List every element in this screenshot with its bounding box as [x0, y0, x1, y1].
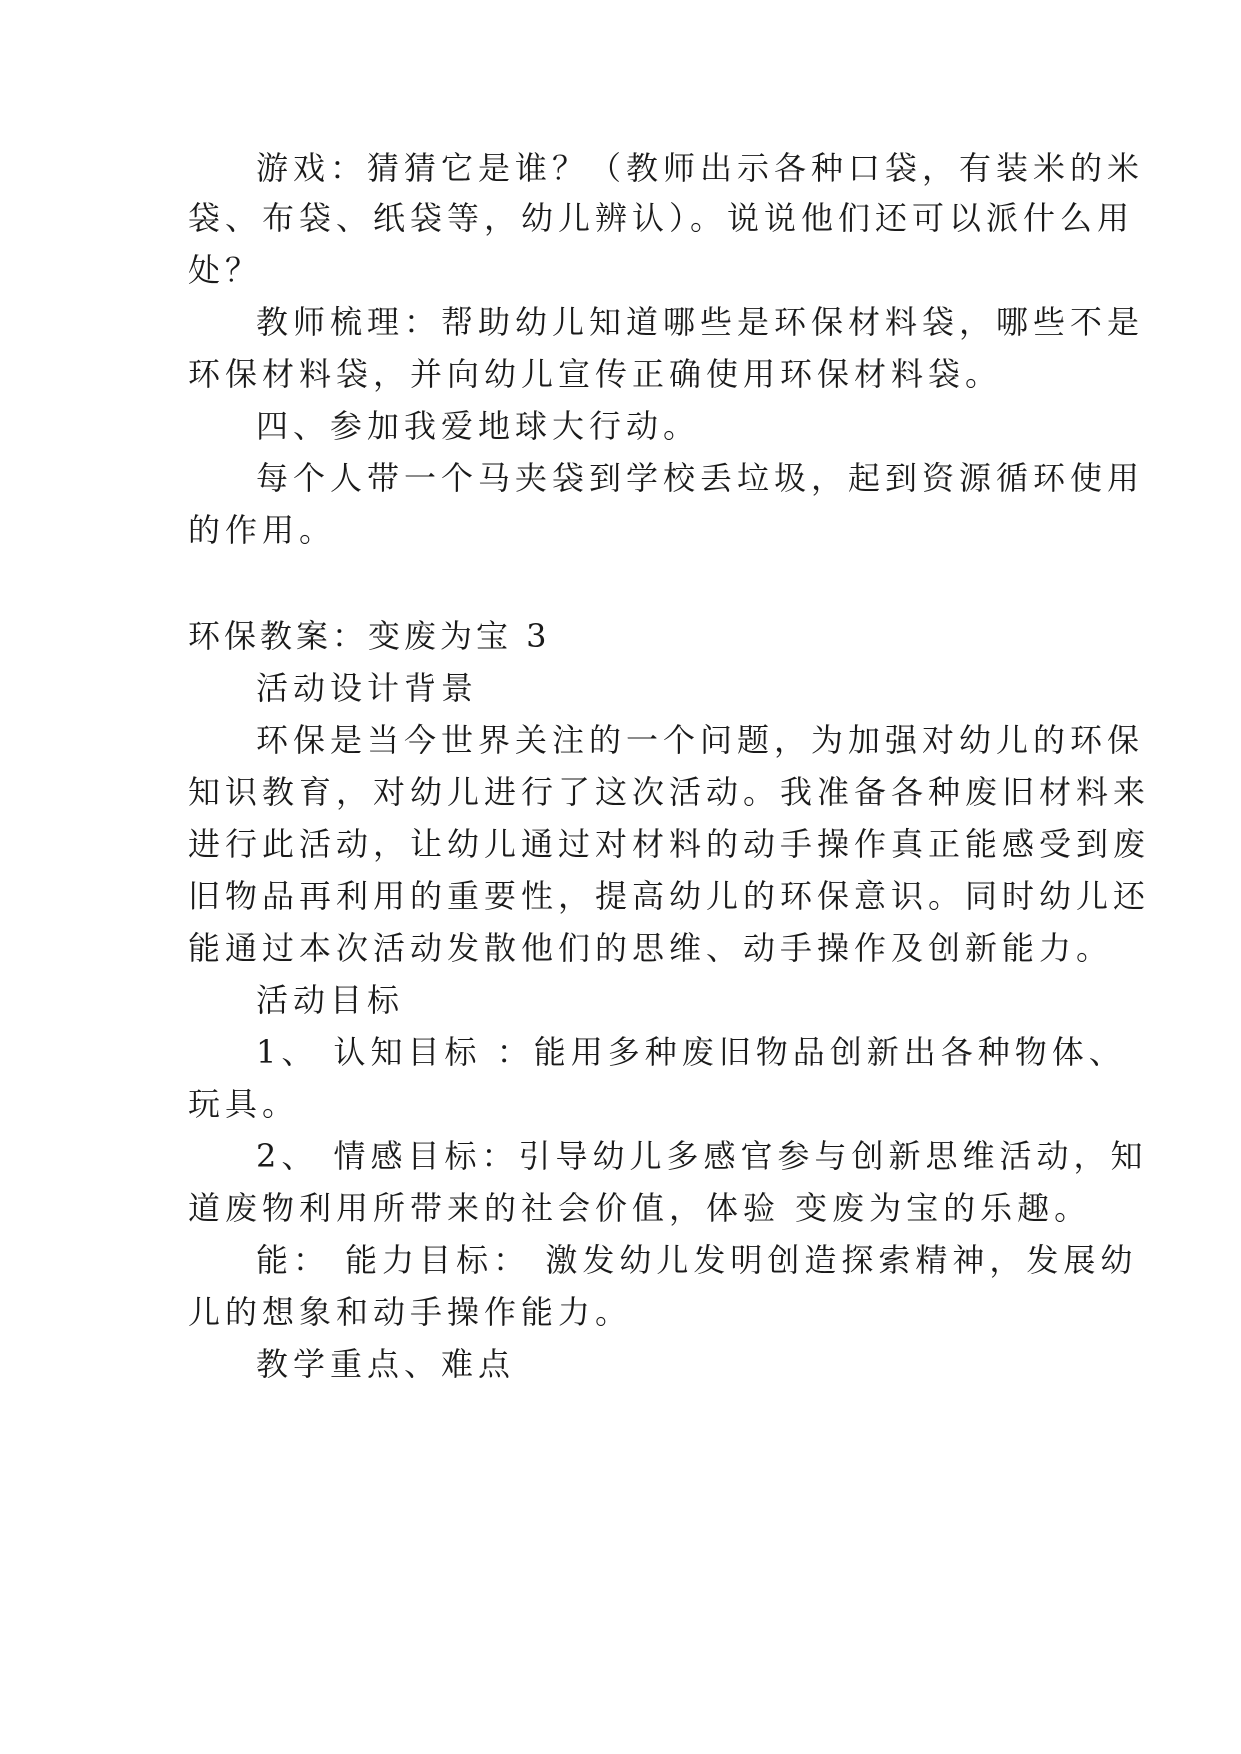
section-title: 环保教案：变废为宝 3 [188, 617, 551, 655]
paragraph-line: 每个人带一个马夹袋到学校丢垃圾，起到资源循环使用 [256, 459, 1145, 497]
paragraph-line: 旧物品再利用的重要性，提高幼儿的环保意识。同时幼儿还 [188, 877, 1151, 915]
list-item: 能： 能力目标： 激发幼儿发明创造探索精神，发展幼 [256, 1241, 1138, 1279]
paragraph-line: 能通过本次活动发散他们的思维、动手操作及创新能力。 [188, 929, 1114, 967]
paragraph-line: 知识教育，对幼儿进行了这次活动。我准备各种废旧材料来 [188, 773, 1151, 811]
paragraph-line: 游戏：猜猜它是谁？（教师出示各种口袋，有装米的米 [256, 149, 1145, 187]
list-item-continuation: 儿的想象和动手操作能力。 [188, 1293, 633, 1331]
paragraph-line: 环保材料袋，并向幼儿宣传正确使用环保材料袋。 [188, 355, 1003, 393]
subsection-heading: 活动设计背景 [256, 669, 479, 707]
list-item-continuation: 玩具。 [188, 1085, 300, 1123]
subsection-heading: 教学重点、难点 [256, 1345, 516, 1383]
paragraph-line: 四、参加我爱地球大行动。 [256, 407, 701, 445]
list-item-continuation: 道废物利用所带来的社会价值，体验 变废为宝的乐趣。 [188, 1189, 1092, 1227]
list-item: 1、 认知目标 ：能用多种废旧物品创新出各种物体、 [256, 1033, 1126, 1071]
subsection-heading: 活动目标 [256, 981, 405, 1019]
paragraph-line: 袋、布袋、纸袋等，幼儿辨认）。说说他们还可以派什么用 [188, 199, 1135, 237]
paragraph-line: 进行此活动，让幼儿通过对材料的动手操作真正能感受到废 [188, 825, 1151, 863]
list-item: 2、 情感目标：引导幼儿多感官参与创新思维活动，知 [256, 1137, 1148, 1175]
paragraph-line: 环保是当今世界关注的一个问题，为加强对幼儿的环保 [256, 721, 1145, 759]
paragraph-line: 的作用。 [188, 511, 337, 549]
paragraph-line: 处？ [188, 251, 263, 289]
paragraph-line: 教师梳理：帮助幼儿知道哪些是环保材料袋，哪些不是 [256, 303, 1145, 341]
